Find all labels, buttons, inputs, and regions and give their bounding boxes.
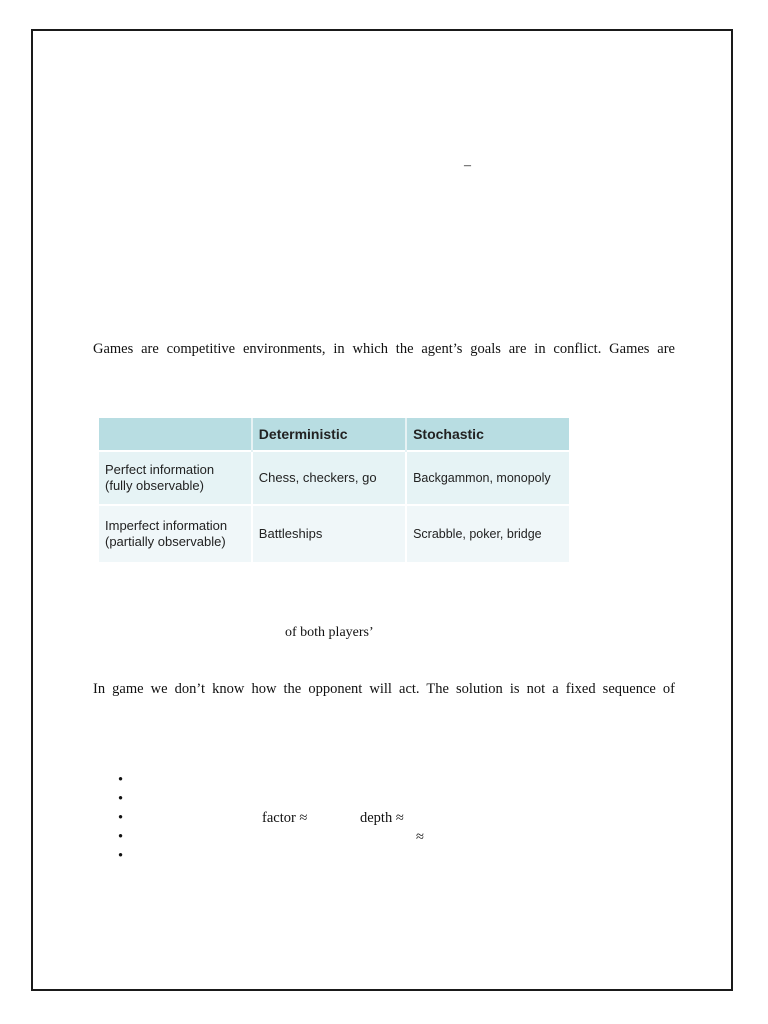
- table-header-row: [99, 418, 569, 451]
- bullet-icon: •: [118, 829, 124, 845]
- header-dash: –: [464, 158, 471, 173]
- bullet-icon: •: [118, 791, 124, 807]
- list-item: [118, 848, 518, 867]
- table-header-stochastic: Stochastic: [406, 418, 569, 451]
- table-header-deterministic: Deterministic: [252, 418, 406, 451]
- table-row: [99, 505, 569, 562]
- games-intro-paragraph: Games are competitive environments, in which the agent’s goals are in conflict. Games are: [93, 341, 675, 357]
- bullet-icon: •: [118, 848, 124, 864]
- table-header-empty: [99, 418, 252, 451]
- opponent-paragraph: In game we don’t know how the opponent will act. The solution is not a fixed sequence of: [93, 681, 675, 697]
- game-types-table: [99, 418, 569, 562]
- table-cell-deterministic-imperfect: Battleships: [252, 505, 406, 562]
- list-item: [118, 772, 518, 791]
- table-cell-perfect-information: Perfect information (fully observable): [99, 451, 252, 505]
- table-cell-imperfect-information: Imperfect information (partially observable): [99, 505, 252, 562]
- table-cell-stochastic-perfect: Backgammon, monopoly: [406, 451, 569, 505]
- list-item: [118, 829, 518, 848]
- depth-fragment: depth ≈: [360, 810, 404, 826]
- table-cell-stochastic-imperfect: Scrabble, poker, bridge: [406, 505, 569, 562]
- bullet-list: [118, 772, 518, 867]
- table-row: [99, 451, 569, 505]
- bullet-icon: •: [118, 810, 124, 826]
- list-item: [118, 810, 518, 829]
- players-caption: of both players’: [285, 625, 374, 640]
- bullet-icon: •: [118, 772, 124, 788]
- table-cell-deterministic-perfect: Chess, checkers, go: [252, 451, 406, 505]
- list-item: [118, 791, 518, 810]
- factor-fragment: factor ≈: [262, 810, 308, 826]
- approx-fragment: ≈: [416, 829, 424, 845]
